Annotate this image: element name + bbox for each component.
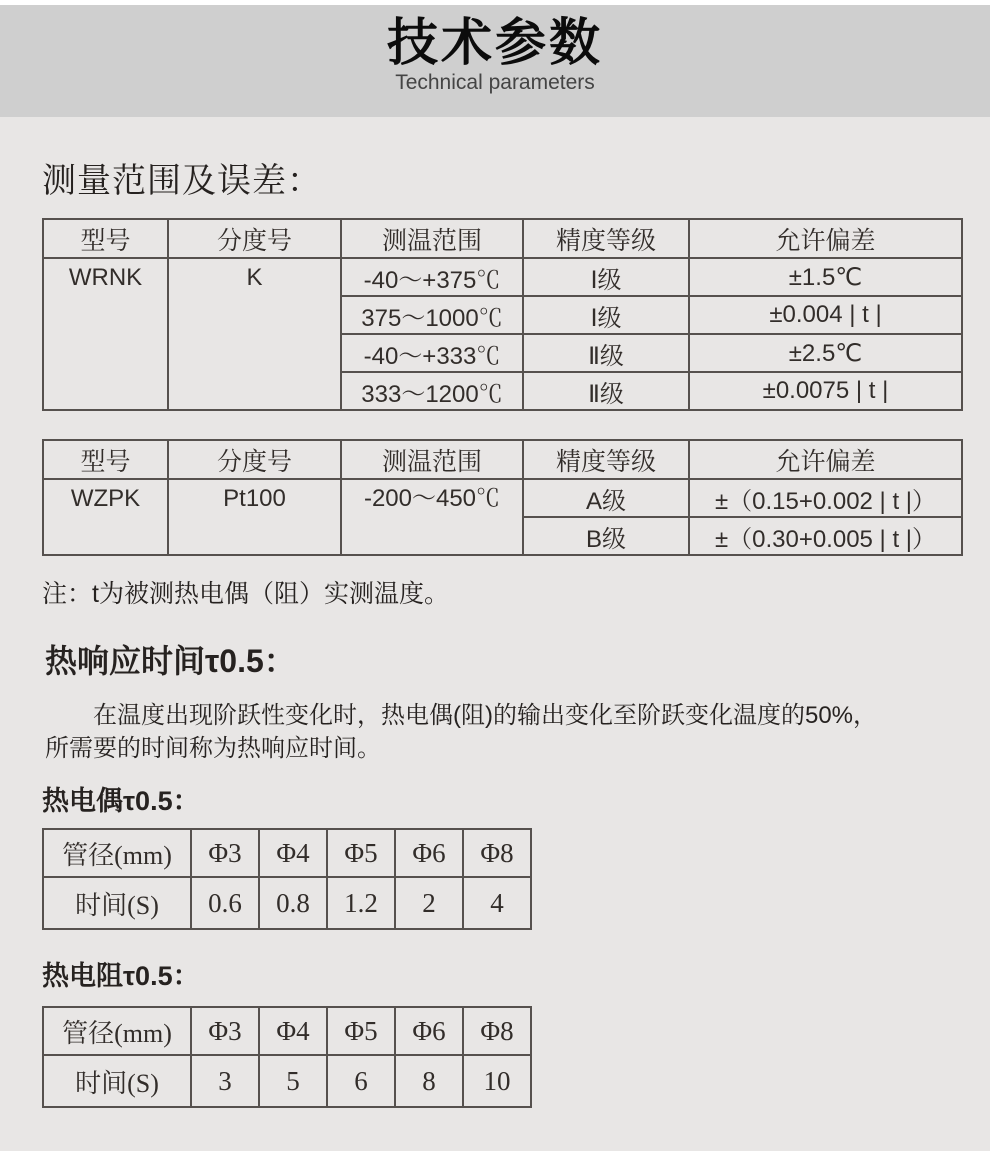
diameter-label-cell: 管径(mm) <box>43 829 191 877</box>
time-cell: 3 <box>191 1055 259 1107</box>
note-text: 注：t为被测热电偶（阻）实测温度。 <box>42 580 449 608</box>
deviation-cell: ±1.5℃ <box>689 258 962 296</box>
diameter-row <box>43 1007 531 1055</box>
header-grade: 精度等级 <box>523 440 689 479</box>
deviation-cell: ±（0.15+0.002 | t |） <box>689 479 962 517</box>
rtd-range-table <box>42 439 963 556</box>
header-grade: 精度等级 <box>523 219 689 258</box>
range-cell: 375～1000℃ <box>341 296 523 334</box>
page-header-banner <box>0 5 990 117</box>
time-row <box>43 1055 531 1107</box>
page-subtitle: Technical parameters <box>395 71 595 94</box>
diameter-cell: Φ4 <box>259 829 327 877</box>
thermocouple-response-table <box>42 828 532 930</box>
diameter-cell: Φ5 <box>327 1007 395 1055</box>
time-cell: 0.8 <box>259 877 327 929</box>
header-graduation: 分度号 <box>168 219 341 258</box>
response-description <box>45 699 950 765</box>
time-cell: 5 <box>259 1055 327 1107</box>
diameter-cell: Φ6 <box>395 829 463 877</box>
measurement-section-heading: 测量范围及误差： <box>42 162 322 200</box>
content-area <box>0 117 990 1151</box>
deviation-cell: ±0.004 | t | <box>689 296 962 334</box>
table-row <box>43 479 962 517</box>
description-line-2: 所需要的时间称为热响应时间。 <box>45 735 381 762</box>
table-header-row <box>43 219 962 258</box>
diameter-cell: Φ5 <box>327 829 395 877</box>
time-cell: 1.2 <box>327 877 395 929</box>
time-label-cell: 时间(S) <box>43 1055 191 1107</box>
range-cell: -40～+333℃ <box>341 334 523 372</box>
response-section-heading: 热响应时间τ0.5： <box>45 643 296 679</box>
thermocouple-range-table <box>42 218 963 411</box>
range-cell: -200～450℃ <box>341 479 523 555</box>
diameter-cell: Φ4 <box>259 1007 327 1055</box>
range-cell: -40～+375℃ <box>341 258 523 296</box>
header-model: 型号 <box>43 440 168 479</box>
time-cell: 0.6 <box>191 877 259 929</box>
page-title: 技术参数 <box>386 14 603 71</box>
header-range: 测温范围 <box>341 440 523 479</box>
header-model: 型号 <box>43 219 168 258</box>
graduation-cell: Pt100 <box>168 479 341 555</box>
rtd-response-table <box>42 1006 532 1108</box>
time-cell: 4 <box>463 877 531 929</box>
diameter-cell: Φ3 <box>191 829 259 877</box>
grade-cell: Ⅱ级 <box>523 334 689 372</box>
diameter-cell: Φ8 <box>463 829 531 877</box>
model-cell: WZPK <box>43 479 168 555</box>
grade-cell: Ⅰ级 <box>523 296 689 334</box>
graduation-cell: K <box>168 258 341 410</box>
time-row <box>43 877 531 929</box>
deviation-cell: ±0.0075 | t | <box>689 372 962 410</box>
time-cell: 2 <box>395 877 463 929</box>
range-cell: 333～1200℃ <box>341 372 523 410</box>
time-cell: 8 <box>395 1055 463 1107</box>
thermocouple-tau-heading: 热电偶τ0.5： <box>42 786 200 816</box>
deviation-cell: ±2.5℃ <box>689 334 962 372</box>
time-label-cell: 时间(S) <box>43 877 191 929</box>
deviation-cell: ±（0.30+0.005 | t |） <box>689 517 962 555</box>
time-cell: 6 <box>327 1055 395 1107</box>
table-header-row <box>43 440 962 479</box>
description-line-1: 在温度出现阶跃性变化时，热电偶(阻)的输出变化至阶跃变化温度的50%， <box>93 702 878 729</box>
model-cell: WRNK <box>43 258 168 410</box>
table-row <box>43 258 962 296</box>
grade-cell: Ⅰ级 <box>523 258 689 296</box>
grade-cell: B级 <box>523 517 689 555</box>
grade-cell: Ⅱ级 <box>523 372 689 410</box>
diameter-row <box>43 829 531 877</box>
header-range: 测温范围 <box>341 219 523 258</box>
time-cell: 10 <box>463 1055 531 1107</box>
diameter-cell: Φ6 <box>395 1007 463 1055</box>
diameter-cell: Φ3 <box>191 1007 259 1055</box>
grade-cell: A级 <box>523 479 689 517</box>
header-graduation: 分度号 <box>168 440 341 479</box>
diameter-cell: Φ8 <box>463 1007 531 1055</box>
diameter-label-cell: 管径(mm) <box>43 1007 191 1055</box>
header-deviation: 允许偏差 <box>689 440 962 479</box>
header-deviation: 允许偏差 <box>689 219 962 258</box>
rtd-tau-heading: 热电阻τ0.5： <box>42 961 200 991</box>
